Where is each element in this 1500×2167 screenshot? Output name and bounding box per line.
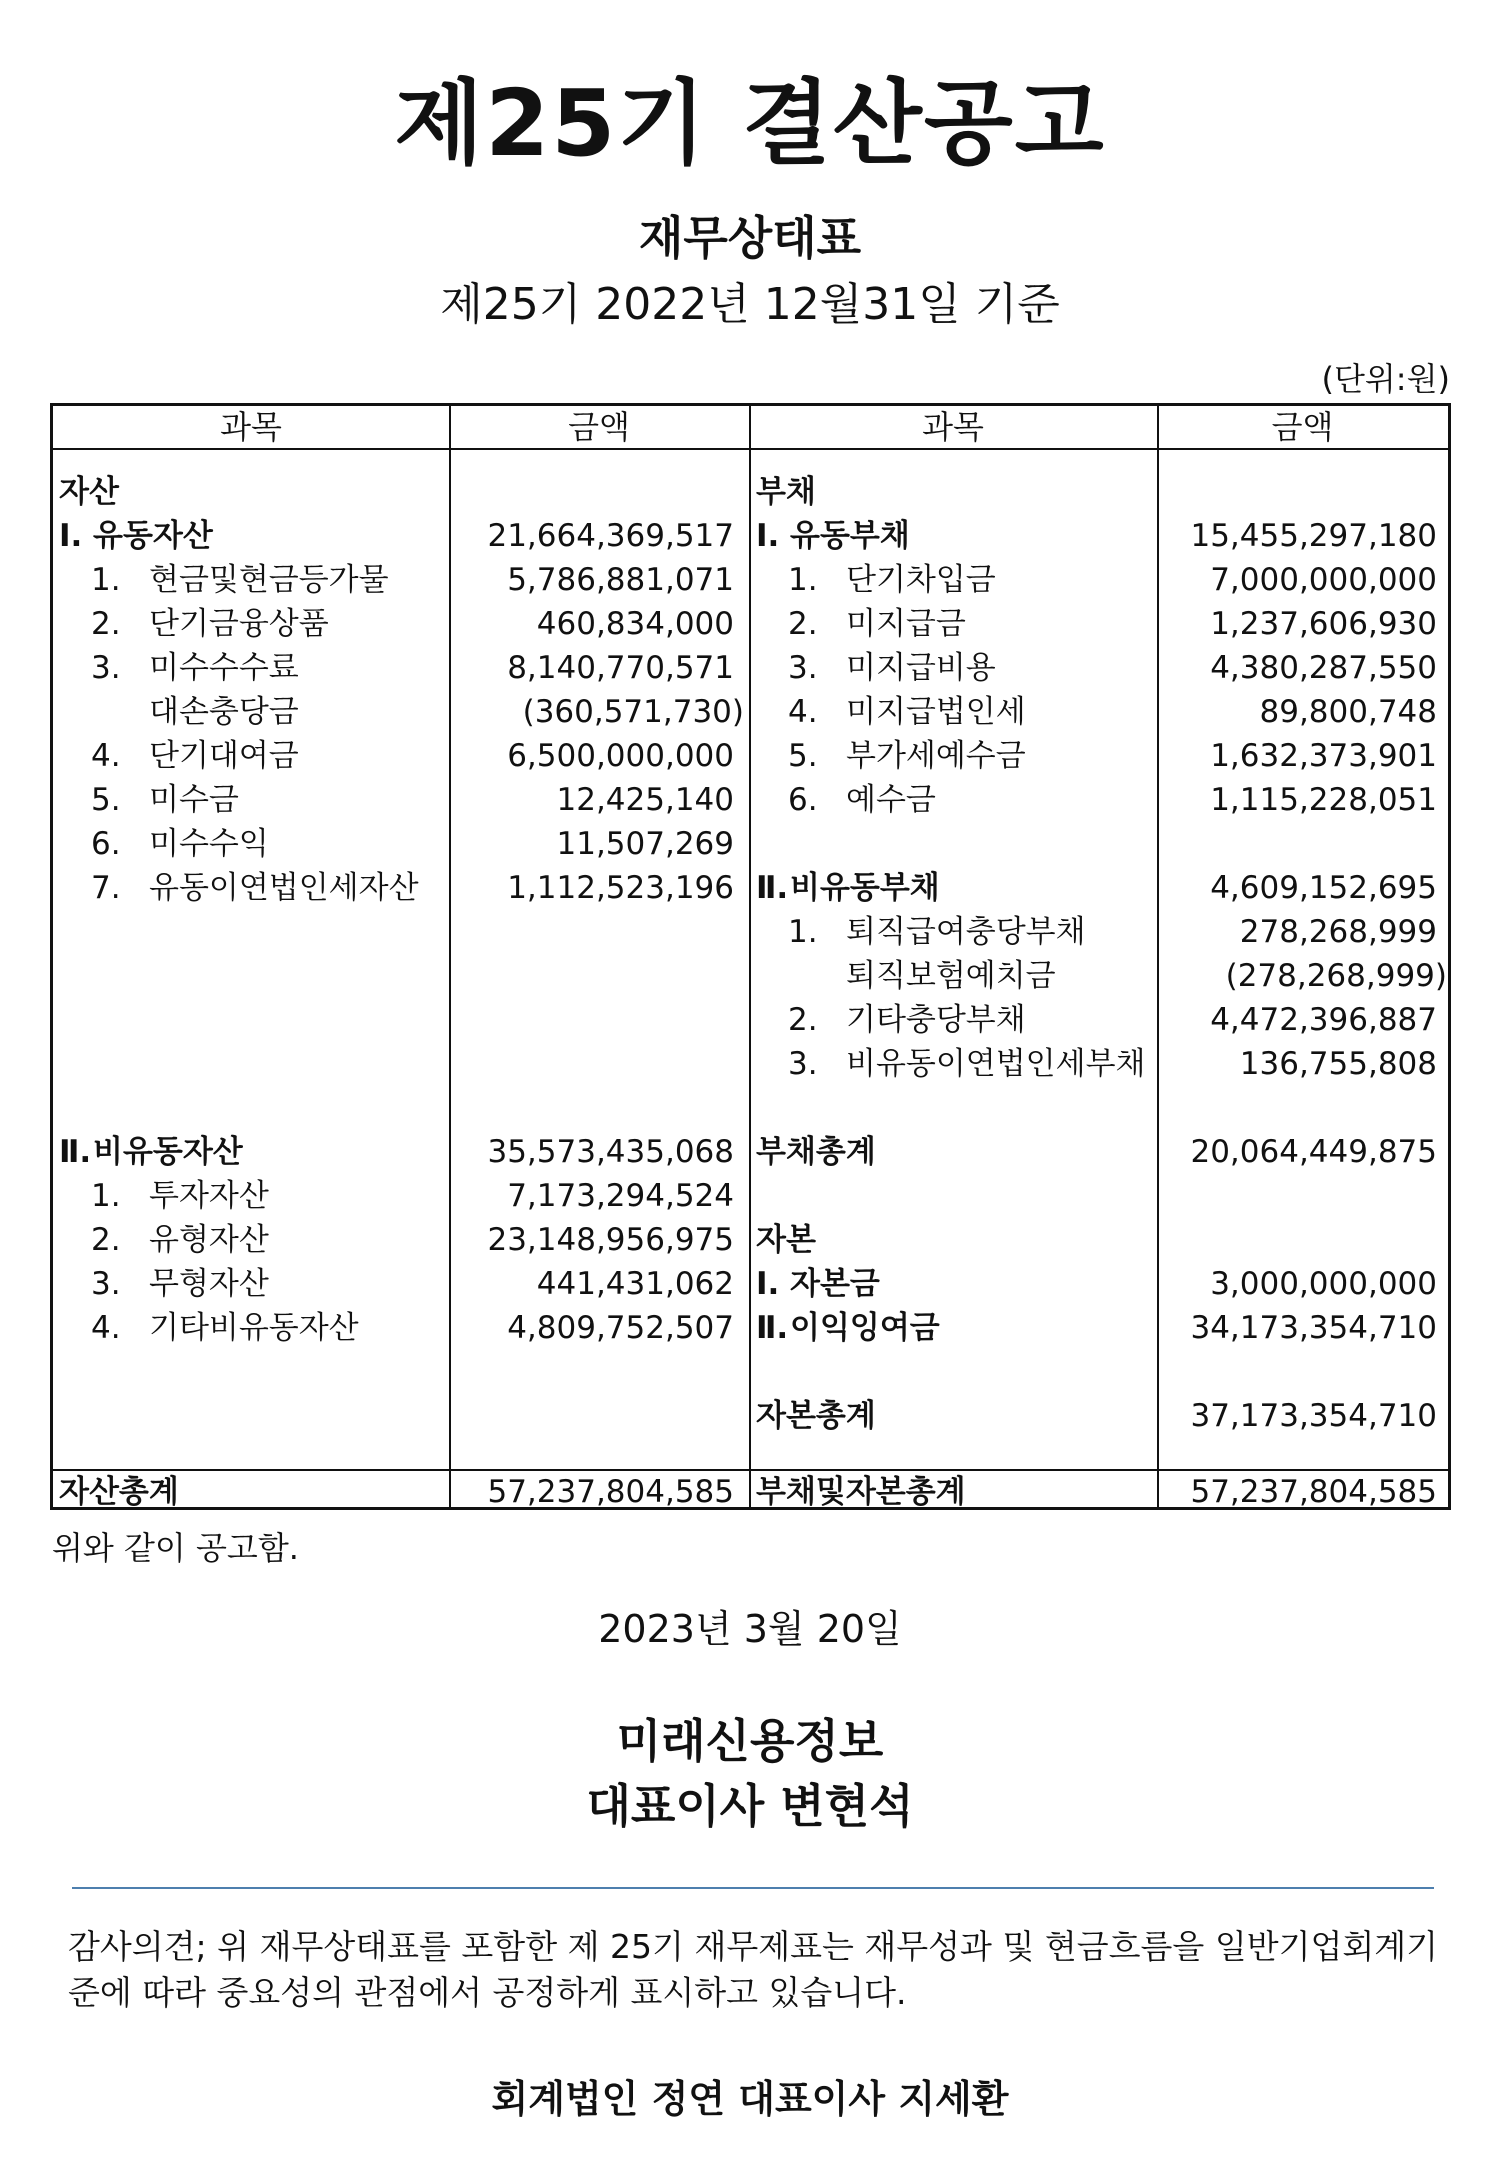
right-amount: 3,000,000,000 <box>1210 1266 1437 1302</box>
unit-label: (단위:원) <box>1321 360 1450 398</box>
left-item-number: 7. <box>91 870 121 906</box>
right-item-label: 퇴직급여충당부채 <box>846 914 1086 950</box>
audit-opinion: 감사의견; 위 재무상태표를 포함한 제 25기 재무제표는 재무성과 및 현금흐름을 일반기업회계기준에 따라 중요성의 관점에서 공정하게 표시하고 있습니다. <box>68 1927 1438 2012</box>
right-section-label: 자본총계 <box>756 1398 876 1434</box>
right-item-label: 단기차입금 <box>846 562 996 598</box>
right-item-number: 2. <box>788 1002 818 1038</box>
left-item-label: 단기대여금 <box>149 738 299 774</box>
left-group-label: 유동자산 <box>93 518 213 554</box>
right-item-number: 5. <box>788 738 818 774</box>
left-item-number: 3. <box>91 650 121 686</box>
left-amount: 6,500,000,000 <box>507 738 734 774</box>
right-amount: 34,173,354,710 <box>1190 1310 1437 1346</box>
left-group-label: 비유동자산 <box>93 1134 243 1170</box>
statement-basis: 제25기 2022년 12월31일 기준 <box>440 279 1060 330</box>
right-item-label: 미지급금 <box>846 606 966 642</box>
left-item-number: 2. <box>91 1222 121 1258</box>
right-item-label: 미지급비용 <box>846 650 996 686</box>
header-account-left: 과목 <box>220 408 282 446</box>
left-item-number: 4. <box>91 1310 121 1346</box>
left-amount: 1,112,523,196 <box>507 870 734 906</box>
left-amount: 11,507,269 <box>556 826 734 862</box>
right-section-label: 부채 <box>756 474 816 510</box>
total-assets-label: 자산총계 <box>59 1474 179 1510</box>
right-item-label: 비유동이연법인세부채 <box>846 1046 1146 1082</box>
left-amount: 5,786,881,071 <box>507 562 734 598</box>
header-account-right: 과목 <box>922 408 984 446</box>
right-item-label: 부가세예수금 <box>846 738 1026 774</box>
left-amount: 12,425,140 <box>556 782 734 818</box>
right-item-number: 1. <box>788 562 818 598</box>
right-amount: 1,237,606,930 <box>1210 606 1437 642</box>
left-item-number: 5. <box>91 782 121 818</box>
left-item-number: 4. <box>91 738 121 774</box>
left-item-number: 2. <box>91 606 121 642</box>
left-item-number: 1. <box>91 562 121 598</box>
left-amount: 8,140,770,571 <box>507 650 734 686</box>
left-item-label: 미수수익 <box>149 826 269 862</box>
right-amount: 4,609,152,695 <box>1210 870 1437 906</box>
announcement: 위와 같이 공고함. <box>52 1529 299 1567</box>
separator-line <box>72 1887 1434 1889</box>
right-amount: 15,455,297,180 <box>1190 518 1437 554</box>
left-item-label: 무형자산 <box>149 1266 269 1302</box>
left-item-label: 기타비유동자산 <box>149 1310 359 1346</box>
right-group-label: 유동부채 <box>790 518 910 554</box>
right-section-label: 자본 <box>756 1222 816 1258</box>
right-item-number: 2. <box>788 606 818 642</box>
left-section-label: 자산 <box>59 474 119 510</box>
header-amount-right: 금액 <box>1271 408 1334 446</box>
left-amount: 21,664,369,517 <box>487 518 734 554</box>
right-amount: 4,472,396,887 <box>1210 1002 1437 1038</box>
right-group-label: 자본금 <box>790 1266 880 1302</box>
left-item-label: 미수금 <box>149 782 239 818</box>
right-group-label: 이익잉여금 <box>790 1310 940 1346</box>
header-amount-left: 금액 <box>568 408 630 446</box>
right-group-number: Ⅰ. <box>756 518 780 554</box>
right-amount: 7,000,000,000 <box>1210 562 1437 598</box>
right-amount: 1,632,373,901 <box>1210 738 1437 774</box>
right-amount: 1,115,228,051 <box>1210 782 1437 818</box>
right-item-label: 미지급법인세 <box>846 694 1026 730</box>
left-item-label: 미수수수료 <box>149 650 299 686</box>
right-group-label: 비유동부채 <box>790 870 940 906</box>
auditor-signature: 회계법인 정연 대표이사 지세환 <box>491 2077 1009 2121</box>
left-amount: (360,571,730) <box>522 694 744 730</box>
left-amount: 7,173,294,524 <box>507 1178 734 1214</box>
right-item-number: 3. <box>788 650 818 686</box>
page-title: 제25기 결산공고 <box>394 70 1106 177</box>
right-amount: 278,268,999 <box>1239 914 1437 950</box>
right-amount: 20,064,449,875 <box>1190 1134 1437 1170</box>
right-amount: 37,173,354,710 <box>1190 1398 1437 1434</box>
left-group-number: Ⅰ. <box>59 518 83 554</box>
company-name: 미래신용정보 <box>616 1714 884 1768</box>
right-amount: 4,380,287,550 <box>1210 650 1437 686</box>
left-item-label: 유동이연법인세자산 <box>149 870 419 906</box>
statement-name: 재무상태표 <box>638 211 862 265</box>
header-divider <box>53 448 1448 450</box>
right-item-number: 4. <box>788 694 818 730</box>
left-item-label: 현금및현금등가물 <box>149 562 389 598</box>
right-item-number: 3. <box>788 1046 818 1082</box>
balance-sheet-table <box>50 403 1451 1510</box>
right-contra-label: 퇴직보험예치금 <box>846 958 1056 994</box>
left-item-label: 유형자산 <box>149 1222 269 1258</box>
right-section-label: 부채총계 <box>756 1134 876 1170</box>
left-amount: 35,573,435,068 <box>487 1134 734 1170</box>
left-item-number: 1. <box>91 1178 121 1214</box>
right-item-number: 1. <box>788 914 818 950</box>
right-item-number: 6. <box>788 782 818 818</box>
total-liabilities-equity-amount: 57,237,804,585 <box>1190 1474 1437 1510</box>
ceo-name: 대표이사 변현석 <box>586 1779 914 1833</box>
left-amount: 441,431,062 <box>536 1266 734 1302</box>
left-amount: 23,148,956,975 <box>487 1222 734 1258</box>
right-group-number: Ⅰ. <box>756 1266 780 1302</box>
left-item-number: 3. <box>91 1266 121 1302</box>
right-amount: (278,268,999) <box>1225 958 1447 994</box>
left-item-number: 6. <box>91 826 121 862</box>
publication-date: 2023년 3월 20일 <box>598 1607 902 1651</box>
right-item-label: 기타충당부채 <box>846 1002 1026 1038</box>
right-amount: 89,800,748 <box>1259 694 1437 730</box>
left-group-number: Ⅱ. <box>59 1134 92 1170</box>
right-group-number: Ⅱ. <box>756 1310 789 1346</box>
left-item-label: 단기금융상품 <box>149 606 329 642</box>
column-divider <box>749 406 751 1507</box>
total-assets-amount: 57,237,804,585 <box>487 1474 734 1510</box>
left-amount: 4,809,752,507 <box>507 1310 734 1346</box>
total-liabilities-equity-label: 부채및자본총계 <box>756 1474 966 1510</box>
right-item-label: 예수금 <box>846 782 936 818</box>
right-amount: 136,755,808 <box>1239 1046 1437 1082</box>
left-contra-label: 대손충당금 <box>149 694 299 730</box>
left-amount: 460,834,000 <box>536 606 734 642</box>
right-group-number: Ⅱ. <box>756 870 789 906</box>
left-item-label: 투자자산 <box>149 1178 269 1214</box>
